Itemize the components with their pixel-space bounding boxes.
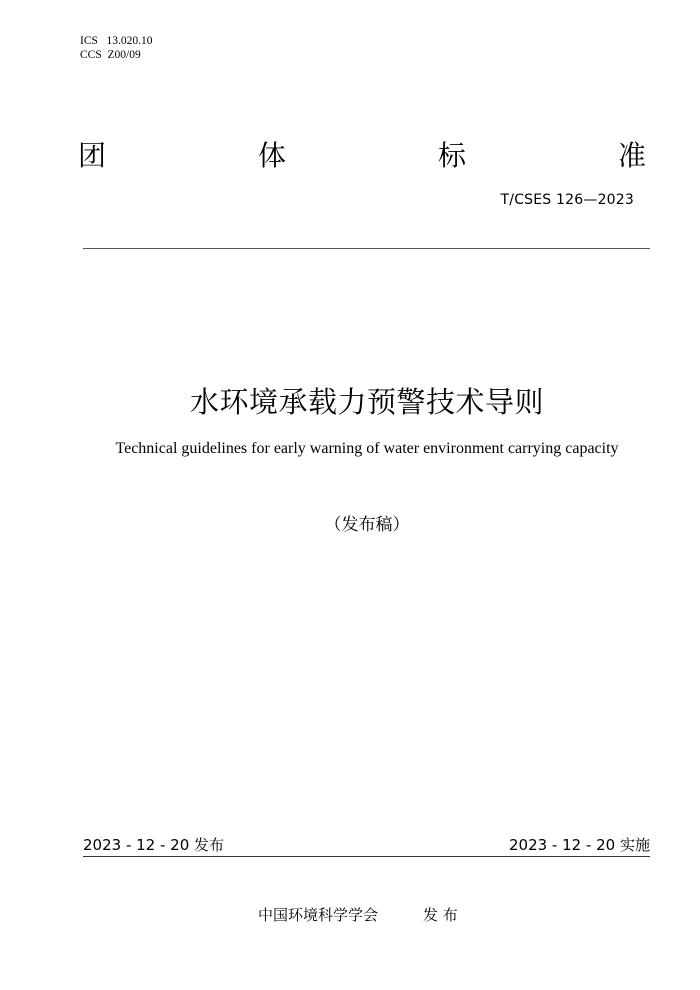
bottom-divider [83,856,650,857]
standard-code: T/CSES 126—2023 [500,192,634,208]
draft-label: （发布稿） [324,515,410,534]
ics-code: ICS 13.020.10 [80,35,153,47]
publisher-name: 中国环境科学学会 [258,906,379,924]
standard-type-heading [78,134,646,174]
top-divider [83,248,650,249]
document-title-cn: 水环境承载力预警技术导则 [189,385,544,419]
issue-date: 2023 - 12 - 20 发布 [83,836,225,854]
document-title-en: Technical guidelines for early warning of water environment carrying capacity [115,440,619,457]
standard-type-char: 团 [78,139,107,172]
standard-type-char: 标 [437,139,466,172]
ccs-code: CCS Z00/09 [80,49,141,61]
publisher-action: 发 布 [423,906,458,924]
classification-codes [80,34,153,62]
implementation-date: 2023 - 12 - 20 实施 [508,836,650,854]
standard-type-char: 准 [617,139,646,172]
standard-type-char: 体 [257,139,286,172]
